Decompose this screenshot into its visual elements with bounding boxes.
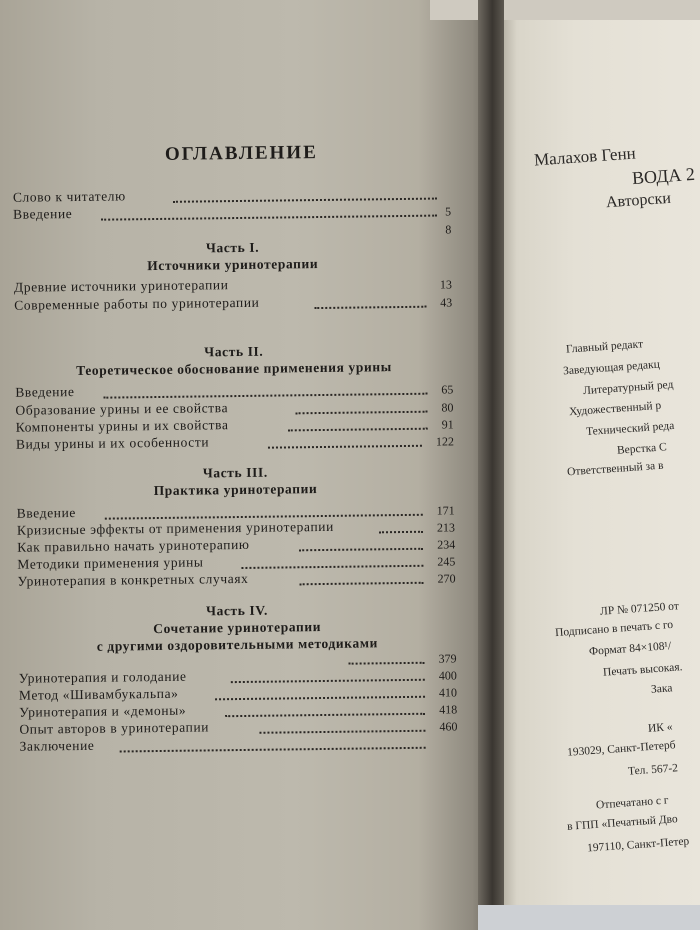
staff-line: Главный редакт — [565, 338, 644, 356]
staff-line: Верстка С — [616, 441, 668, 457]
toc-entry-page: 13 — [439, 277, 453, 292]
part-title: с другими оздоровительными методиками — [96, 635, 379, 654]
staff-line: Литературный ред — [582, 378, 674, 398]
book-title: ВОДА 2 — [631, 163, 696, 189]
publisher-line: ИК « — [647, 721, 673, 735]
publisher-line: 193029, Санкт-Петерб — [566, 739, 676, 759]
staff-line: Художественный р — [568, 399, 662, 419]
toc-entry-page: 80 — [441, 400, 454, 415]
toc-entry-label: Древние источники уринотерапии — [13, 277, 229, 295]
toc-entry-page: 410 — [438, 685, 458, 700]
toc-entry-label: Виды урины и их особенности — [15, 434, 210, 452]
part-number: Часть I. — [205, 239, 260, 256]
toc-entry-label: Уринотерапия и «демоны» — [19, 702, 187, 720]
toc-title: ОГЛАВЛЕНИЕ — [164, 142, 318, 165]
toc-entry-page: 213 — [436, 520, 456, 535]
staff-line: Заведующая редакц — [562, 358, 661, 378]
toc-entry-label: Образование урины и ее свойства — [15, 400, 229, 418]
toc-entry-page: 234 — [437, 537, 456, 552]
printer-line: Отпечатано с г — [595, 794, 669, 812]
staff-line: Технический реда — [585, 419, 675, 439]
toc-entry-page: 245 — [437, 554, 456, 569]
toc-entry-label: Методики применения урины — [17, 554, 204, 572]
leader-dots — [314, 306, 426, 309]
print-line: Печать высокая. — [602, 661, 683, 679]
print-line: Формат 84×108¹/ — [588, 640, 672, 658]
printer-line: 197110, Санкт-Петер — [586, 835, 690, 855]
part-title: Теоретическое обоснование применения урины — [76, 359, 392, 378]
toc-entry-label: Метод «Шивамбукальпа» — [18, 685, 179, 703]
staff-line: Ответственный за в — [566, 459, 664, 479]
toc-entry-page: 460 — [439, 719, 458, 734]
publisher-line: Тел. 567-2 — [627, 762, 679, 778]
printer-line: в ГПП «Печатный Дво — [566, 813, 679, 833]
toc-entry-label: Уринотерапия в конкретных случаях — [17, 570, 249, 589]
part-title: Источники уринотерапии — [147, 256, 319, 274]
toc-entry-page: 122 — [435, 434, 454, 449]
toc-entry-page: 43 — [440, 295, 453, 310]
toc-entry-label: Современные работы по уринотерапии — [14, 294, 260, 313]
toc-entry-page: 8 — [445, 222, 452, 237]
print-line: ЛР № 071250 от — [599, 600, 680, 618]
part-heading — [13, 236, 451, 275]
toc-entry-page: 65 — [441, 382, 454, 397]
toc-entry-label: Как правильно начать уринотерапию — [17, 536, 250, 555]
toc-entry-page: 400 — [438, 668, 457, 683]
leader-dots — [300, 582, 424, 586]
part-number: Часть II. — [204, 343, 264, 360]
author-name: Малахов Генн — [533, 143, 637, 170]
toc-entry-label: Компоненты урины и их свойства — [15, 417, 229, 435]
part-title: Сочетание уринотерапии — [153, 619, 322, 637]
toc-entry-label: Слово к читателю — [12, 188, 126, 205]
book-subtitle: Авторски — [605, 189, 672, 212]
leader-dots — [268, 445, 422, 449]
toc-entry-label: Введение — [16, 505, 77, 521]
toc-entry-label: Кризисные эффекты от применения уринотерапии — [16, 518, 334, 538]
print-line: Подписано в печать с го — [554, 618, 674, 640]
part-number: Часть IV. — [205, 602, 268, 619]
toc-entry-label: Уринотерапия и голодание — [18, 668, 187, 686]
part-title: Практика уринотерапии — [153, 481, 318, 499]
toc-entry-label: Введение — [13, 206, 73, 222]
toc-entry-page: 5 — [445, 204, 452, 219]
toc-entry-page: 418 — [439, 702, 458, 717]
background-strip-bottom — [478, 905, 700, 930]
toc-entry-label: Опыт авторов в уринотерапии — [19, 719, 210, 737]
print-line: Зака — [650, 682, 673, 696]
toc-entry-page: 270 — [437, 571, 456, 586]
part-heading — [15, 340, 453, 379]
toc-entry-page: 171 — [436, 503, 455, 518]
toc-entry-label: Заключение — [19, 737, 95, 754]
toc-entry-page: 379 — [438, 651, 457, 666]
leader-dots — [120, 747, 426, 753]
part-number: Часть III. — [202, 464, 268, 481]
part-heading — [16, 461, 454, 500]
toc-entry-page: 91 — [441, 417, 454, 432]
toc-entry-label: Введение — [15, 384, 75, 400]
